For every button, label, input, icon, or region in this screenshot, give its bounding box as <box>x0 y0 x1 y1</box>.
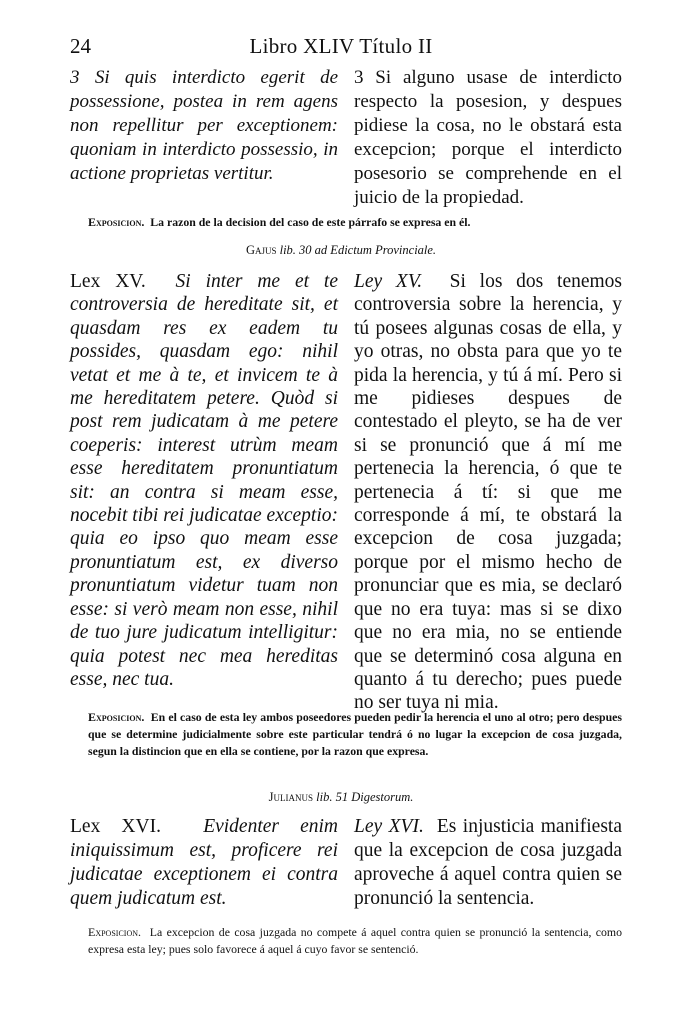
source-author: Julianus <box>268 790 313 804</box>
exposicion-label: Exposicion. <box>88 215 145 229</box>
section-3 <box>70 66 622 210</box>
latin-column <box>70 270 338 715</box>
latin-column <box>70 66 338 210</box>
latin-text: 3 Si quis interdicto egerit de possessione, postea in rem agens non repellitur per exceptionem: quoniam in interdicto possessio, in actione proprietas vertitur. <box>70 67 338 184</box>
lex-number: Lex XV. <box>70 271 146 292</box>
spanish-body: Si los dos tenemos controversia sobre la herencia, y tú posees algunas cosas de ella, y yo otras, no obsta para que yo te pida la herencia, y tú á mí. Pero si me pidieses despues de contestado el pleyto, se ha de ver si se pronunció que á mí me pertenecia la herencia, ó que te pertenecia á tí: si que me corresponde á mí, te obstará la excepcion de cosa juzgada; porque por el mismo hecho de pronunciar que es mia, se declaró que no era tuya: mas si se dixo que no era mia, no se entiende que se determinó cosa alguna en quanto á tu derecho; pues puede no ser tuya ni mia. <box>354 271 623 714</box>
ley-number: Ley XVI. <box>354 816 424 837</box>
exposicion-text: La excepcion de cosa juzgada no compete á aquel contra quien se pronunció la sentencia, como expresa esta ley; pues solo favorece á aquel á cuyo favor se sentenció. <box>88 925 622 956</box>
source-work: lib. 51 Digestorum. <box>316 790 414 804</box>
latin-column <box>70 815 338 911</box>
latin-body: Si inter me et te controversia de hereditate sit, et quasdam res ex eadem tu possides, quasdam ego: nihil vetat et me à te, et invicem te à me hereditatem petere. Quòd si post rem judicatam à me petere coeperis: interest utrùm meam esse hereditatem pronuntiatum sit: an contra si meam esse, nocebit tibi rei judicatae exceptio: quia eo ipso quo meam esse pronuntiatum est, ex diverso pronuntiatum videtur tuam non esse: si verò meam non esse, nihil de tuo jure judicatum intelligitur: quia potest nec mea hereditas esse, nec tua. <box>70 271 339 690</box>
running-title: Libro XLIV Título II <box>249 34 433 58</box>
spanish-text: 3 Si alguno usase de interdicto respecto la posesion, y despues pidiese la cosa, no le obstará esta excepcion; porque el interdicto posesorio se comprehende en el juicio de la propiedad. <box>354 67 622 208</box>
exposicion-paragraph <box>88 924 622 958</box>
lex-number: Lex XVI. <box>70 816 161 837</box>
exposicion-paragraph <box>88 214 622 231</box>
lex-15 <box>70 270 622 715</box>
exposicion-label: Exposicion. <box>88 710 145 724</box>
page-header <box>0 34 682 64</box>
ley-number: Ley XV. <box>354 271 423 292</box>
exposicion-label: Exposicion. <box>88 925 142 939</box>
lex-16 <box>70 815 622 911</box>
page-number: 24 <box>70 34 91 58</box>
latin-text <box>70 270 338 691</box>
source-citation <box>0 243 682 258</box>
spanish-text <box>354 815 622 911</box>
exposicion-text: En el caso de esta ley ambos poseedores pueden pedir la herencia el uno al otro; pero despues que se determine judicialmente sobre este particular tendrá ó no lugar la excepcion de cosa juzgada, segun la distincion que en ella se contiene, por la razon que expresa. <box>88 710 622 758</box>
spanish-column <box>354 815 622 911</box>
spanish-body: Es injusticia manifiesta que la excepcion de cosa juzgada aproveche á aquel contra quien se pronunció la sentencia. <box>354 816 622 909</box>
spanish-column <box>354 66 622 210</box>
source-author: Gajus <box>245 243 277 257</box>
source-work: lib. 30 ad Edictum Provinciale. <box>279 243 437 257</box>
spanish-column <box>354 270 622 715</box>
source-citation <box>0 790 682 805</box>
spanish-text <box>354 270 622 715</box>
latin-text <box>70 815 338 911</box>
exposicion-paragraph <box>88 709 622 760</box>
exposicion-text: La razon de la decision del caso de este párrafo se expresa en él. <box>150 215 471 229</box>
latin-body: Evidenter enim iniquissimum est, proficere rei judicatae exceptionem ei contra quem judicatum est. <box>70 816 338 909</box>
